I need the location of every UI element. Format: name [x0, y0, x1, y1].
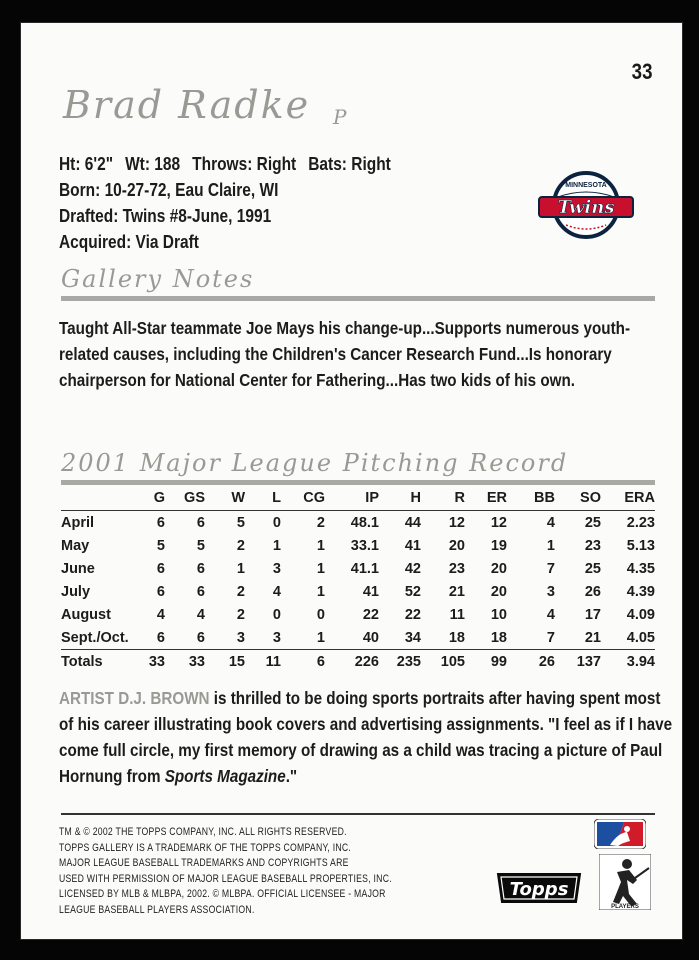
legal-line: USED WITH PERMISSION OF MAJOR LEAGUE BASEBALL PROPERTIES, INC. [59, 872, 392, 885]
column-header: H [379, 485, 421, 511]
column-header: L [245, 485, 281, 511]
column-header: G [135, 485, 165, 511]
table-cell: 33 [135, 650, 165, 674]
table-cell: 41 [362, 583, 379, 600]
topps-logo-icon [494, 868, 584, 908]
baseball-card-back [20, 22, 683, 940]
twins-logo-icon [536, 167, 636, 243]
table-cell: 4 [272, 583, 281, 600]
table-cell: 1 [316, 583, 325, 600]
table-cell: 235 [379, 650, 421, 674]
table-totals-row [61, 650, 655, 674]
column-header: ER [465, 485, 507, 511]
table-cell: 25 [584, 560, 601, 577]
table-cell: 11 [449, 606, 465, 623]
table-cell: 34 [404, 629, 421, 646]
table-cell: 48.1 [350, 514, 379, 531]
artist-text-end: ." [285, 766, 298, 786]
table-cell: 22 [362, 606, 379, 623]
table-cell: 3 [236, 629, 245, 646]
table-cell: 226 [325, 650, 379, 674]
table-cell: 3 [272, 560, 281, 577]
table-cell: May [61, 537, 90, 554]
magazine-title: Sports Magazine [164, 766, 286, 786]
table-cell: April [61, 514, 95, 531]
table-cell: June [61, 560, 95, 577]
table-cell: 4.35 [626, 560, 655, 577]
card-number: 33 [631, 59, 652, 84]
table-cell: 2 [316, 514, 325, 531]
table-cell: 11 [245, 650, 281, 674]
legal-line: TOPPS GALLERY IS A TRADEMARK OF THE TOPPS COMPANY, INC. [59, 841, 352, 854]
table-cell: 4 [156, 606, 165, 623]
table-cell: Sept./Oct. [61, 629, 129, 646]
mlb-logo-icon [594, 819, 646, 849]
table-cell: 0 [272, 514, 281, 531]
table-cell: 21 [584, 629, 601, 646]
table-cell: 10 [490, 606, 507, 623]
table-cell: 12 [448, 514, 465, 531]
table-row [61, 557, 655, 580]
column-header: W [205, 485, 245, 511]
legal-line: LICENSED BY MLB & MLBPA, 2002. © MLBPA. OFFICIAL LICENSEE - MAJOR [59, 888, 386, 900]
table-header-row [61, 485, 655, 511]
table-cell: 4.09 [626, 606, 655, 623]
table-cell: 2 [236, 606, 245, 623]
logo-word: Twins [557, 197, 615, 218]
table-cell: 4 [546, 514, 555, 531]
table-cell: 6 [196, 560, 205, 577]
table-cell: 15 [205, 650, 245, 674]
artist-bio [59, 685, 677, 789]
table-cell: 1 [316, 537, 325, 554]
player-position: P [333, 105, 349, 129]
table-cell: 5.13 [626, 537, 655, 554]
table-cell: 7 [546, 560, 555, 577]
legal-line: MAJOR LEAGUE BASEBALL TRADEMARKS AND COPYRIGHTS ARE [59, 857, 349, 869]
bio-throws: Throws: Right [192, 154, 297, 174]
bio-bats: Bats: Right [308, 154, 391, 174]
table-cell: 17 [584, 606, 601, 623]
legal-line: LEAGUE BASEBALL PLAYERS ASSOCIATION. [59, 903, 255, 916]
table-cell: 2.23 [626, 514, 655, 531]
table-cell: 23 [448, 560, 465, 577]
table-cell: 20 [490, 583, 507, 600]
table-cell: 5 [196, 537, 205, 554]
table-cell: 40 [362, 629, 379, 646]
table-cell: 6 [156, 514, 165, 531]
legal-text [59, 825, 485, 918]
bio-height: Ht: 6'2" [59, 154, 114, 174]
table-cell: Totals [61, 650, 135, 674]
table-cell: 20 [448, 537, 465, 554]
table-cell: 1 [272, 537, 281, 554]
table-cell: 25 [584, 514, 601, 531]
pitching-record-table [61, 485, 655, 673]
table-cell: 18 [448, 629, 465, 646]
table-cell: 1 [316, 629, 325, 646]
table-cell: 22 [404, 606, 421, 623]
table-cell: 137 [555, 650, 601, 674]
table-cell: 1 [546, 537, 555, 554]
table-cell: 2 [236, 583, 245, 600]
column-header [61, 485, 135, 511]
players-word: PLAYERS [611, 904, 639, 910]
table-cell: 4 [546, 606, 555, 623]
player-bio [59, 151, 391, 255]
table-cell: 3.94 [601, 650, 655, 674]
table-cell: 18 [490, 629, 507, 646]
column-header: BB [507, 485, 555, 511]
legal-line: TM & © 2002 THE TOPPS COMPANY, INC. ALL RIGHTS RESERVED. [59, 826, 347, 838]
table-cell: 105 [421, 650, 465, 674]
table-cell: 3 [272, 629, 281, 646]
artist-text: is thrilled to be doing sports portraits after having spent most of his career illustrating book covers and advertising assignments. "I feel as if I have come full circle, my first memory of drawing as a child was tracing a picture of Paul Hornung from [59, 688, 673, 786]
column-header: ERA [601, 485, 655, 511]
table-cell: 23 [584, 537, 601, 554]
table-cell: 52 [404, 583, 421, 600]
table-cell: 42 [404, 560, 421, 577]
table-cell: 20 [490, 560, 507, 577]
topps-word: Topps [509, 879, 569, 900]
gallery-notes-rule [61, 296, 655, 301]
table-row [61, 511, 655, 535]
footer-rule [61, 813, 655, 815]
table-cell: 4.05 [626, 629, 655, 646]
table-cell: 6 [156, 583, 165, 600]
bio-weight: Wt: 188 [125, 154, 181, 174]
table-row [61, 580, 655, 603]
table-cell: 7 [546, 629, 555, 646]
gallery-notes-text: Taught All-Star teammate Joe Mays his change-up...Supports numerous youth-related causes, including the Children's Cancer Research Fund...Is honorary chairperson for National Center for Fathering...Has two kids of his own. [59, 318, 631, 390]
table-cell: 4 [196, 606, 205, 623]
column-header: SO [555, 485, 601, 511]
table-cell: 5 [156, 537, 165, 554]
table-cell: 2 [236, 537, 245, 554]
table-cell: August [61, 606, 111, 623]
table-cell: 26 [584, 583, 601, 600]
table-cell: 26 [507, 650, 555, 674]
table-cell: 12 [490, 514, 507, 531]
table-cell: 6 [281, 650, 325, 674]
table-cell: 3 [546, 583, 555, 600]
bio-drafted: Drafted: Twins #8-June, 1991 [59, 206, 272, 226]
table-cell: 21 [448, 583, 465, 600]
logo-top-text: MINNESOTA [565, 182, 607, 189]
gallery-notes-heading: Gallery Notes [61, 265, 255, 293]
table-cell: 99 [465, 650, 507, 674]
column-header: R [421, 485, 465, 511]
table-cell: 6 [196, 583, 205, 600]
bio-acquired: Acquired: Via Draft [59, 232, 199, 252]
table-cell: 5 [236, 514, 245, 531]
table-cell: 19 [490, 537, 507, 554]
players-association-logo-icon [599, 854, 651, 910]
table-cell: 0 [316, 606, 325, 623]
pitching-record-heading: 2001 Major League Pitching Record [61, 449, 569, 477]
table-cell: 6 [156, 629, 165, 646]
table-cell: 1 [316, 560, 325, 577]
table-cell: 6 [196, 629, 205, 646]
table-row [61, 626, 655, 650]
column-header: CG [281, 485, 325, 511]
table-cell: 41.1 [350, 560, 379, 577]
table-cell: 1 [236, 560, 245, 577]
table-cell: 33 [165, 650, 205, 674]
table-cell: July [61, 583, 91, 600]
table-cell: 6 [196, 514, 205, 531]
table-cell: 41 [404, 537, 421, 554]
column-header: GS [165, 485, 205, 511]
player-name: Brad Radke [63, 83, 311, 127]
table-cell: 0 [272, 606, 281, 623]
table-cell: 4.39 [626, 583, 655, 600]
table-cell: 33.1 [350, 537, 379, 554]
table-row [61, 534, 655, 557]
table-cell: 44 [404, 514, 421, 531]
artist-name: ARTIST D.J. BROWN [59, 688, 210, 708]
column-header: IP [325, 485, 379, 511]
bio-line-1 [59, 151, 391, 177]
table-cell: 6 [156, 560, 165, 577]
bio-born: Born: 10-27-72, Eau Claire, WI [59, 180, 279, 200]
table-row [61, 603, 655, 626]
